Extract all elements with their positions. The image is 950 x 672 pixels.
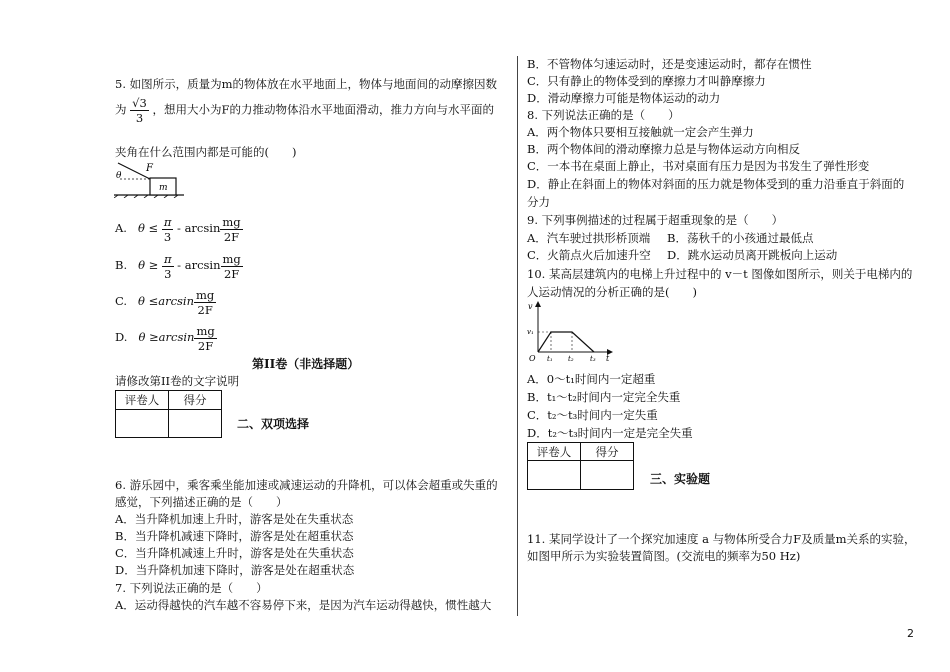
- option-arcsin: - arcsin: [177, 221, 221, 235]
- q8-option-a: A．两个物体只要相互接触就一定会产生弹力: [527, 125, 754, 139]
- fraction-denominator: 3: [135, 111, 144, 125]
- q8-option-c: C．一本书在桌面上静止，书对桌面有压力是因为书发生了弹性形变: [527, 159, 870, 173]
- angle-label: θ: [116, 171, 122, 181]
- q10-option-d: D．t₂～t₃时间内一定是完全失重: [527, 426, 693, 440]
- mg-over-2f-fraction: $\frac{mg}{2F}$: [196, 287, 215, 317]
- sqrt3-over-3-fraction: [130, 96, 149, 125]
- origin-label: O: [529, 354, 536, 362]
- score-table-part3: [527, 442, 634, 490]
- q5-option-d: [115, 322, 217, 353]
- pi-over-3-fraction: $\frac{\pi}{3}$: [163, 214, 172, 244]
- q10-line1: 10. 某高层建筑内的电梯上升过程中的 v－t 图像如图所示，则关于电梯内的: [527, 267, 913, 281]
- q10-option-b: B．t₁～t₂时间内一定完全失重: [527, 390, 681, 404]
- q5-line2: [115, 96, 494, 125]
- q10-option-a: A．0～t₁时间内一定超重: [527, 372, 656, 386]
- score-header: 得分: [169, 391, 222, 410]
- mg-over-2f-fraction: $\frac{mg}{2F}$: [222, 251, 241, 281]
- option-letter: B.: [115, 258, 128, 272]
- q8-option-d: D．静止在斜面上的物体对斜面的压力就是物体受到的重力沿垂直于斜面的: [527, 177, 905, 191]
- score-header: 得分: [581, 443, 634, 461]
- section-two-title: 二、双项选择: [237, 417, 310, 431]
- q6-option-b: B．当升降机减速下降时，游客是处在超重状态: [115, 529, 354, 543]
- option-relation: θ ≤: [137, 221, 159, 235]
- part2-note: 请修改第II卷的文字说明: [115, 374, 240, 388]
- section-three-title: 三、实验题: [650, 472, 711, 486]
- grader-cell[interactable]: [116, 410, 169, 438]
- force-label: F: [146, 163, 153, 174]
- q7-option-a: A．运动得越快的汽车越不容易停下来，是因为汽车运动得越快，惯性越大: [115, 598, 492, 612]
- t3-label: t₃: [590, 355, 596, 362]
- option-letter: D.: [115, 330, 128, 344]
- q7-option-c: C．只有静止的物体受到的摩擦力才叫静摩擦力: [527, 74, 766, 88]
- q7-option-d: D．滑动摩擦力可能是物体运动的动力: [527, 91, 721, 105]
- grader-cell[interactable]: [528, 461, 581, 490]
- q5-line2-suffix: ，想用大小为F的力推动物体沿水平地面滑动，推力方向与水平面的: [152, 102, 494, 117]
- q6-line1: 6. 游乐园中，乘客乘坐能加速或减速运动的升降机，可以体会超重或失重的: [115, 478, 498, 492]
- q8-option-d-cont: 分力: [527, 195, 550, 209]
- grader-header: 评卷人: [528, 443, 581, 461]
- q10-option-c: C．t₂～t₃时间内一定失重: [527, 408, 658, 422]
- t1-label: t₁: [547, 355, 553, 362]
- fraction-numerator: √3: [132, 96, 147, 110]
- grader-header: 评卷人: [116, 391, 169, 410]
- option-letter: A.: [115, 221, 127, 235]
- q5-option-c: [115, 286, 216, 317]
- q5-force-figure: [114, 160, 184, 198]
- vt-curve: [538, 332, 594, 352]
- option-relation: θ ≥arcsin: [138, 330, 195, 344]
- q5-line3: 夹角在什么范围内都是可能的( ): [115, 145, 297, 159]
- q10-line2: 人运动情况的分析正确的是( ): [527, 285, 697, 299]
- q7-option-b: B．不管物体匀速运动时，还是变速运动时，都存在惯性: [527, 57, 812, 71]
- q11-line1: 11. 某同学设计了一个探究加速度 a 与物体所受合力F及质量m关系的实验，: [527, 532, 916, 546]
- q5-option-b: [115, 250, 243, 281]
- pi-over-3-fraction: $\frac{\pi}{3}$: [163, 251, 172, 281]
- mass-label: m: [159, 183, 168, 193]
- t2-label: t₂: [568, 355, 574, 362]
- q6-option-c: C．当升降机减速上升时，游客是处在失重状态: [115, 546, 354, 560]
- q5-line2-prefix: 为: [115, 102, 127, 117]
- mg-over-2f-fraction: $\frac{mg}{2F}$: [196, 323, 215, 353]
- q6-option-d: D．当升降机加速下降时，游客是处在超重状态: [115, 563, 355, 577]
- q9-option-b: B．荡秋千的小孩通过最低点: [667, 231, 814, 245]
- q10-vt-graph: [524, 300, 614, 362]
- v1-label: v₁: [527, 328, 534, 336]
- score-cell[interactable]: [169, 410, 222, 438]
- part2-title: 第II卷（非选择题）: [252, 357, 360, 371]
- q9-line1: 9. 下列事例描述的过程属于超重现象的是（ ）: [527, 213, 784, 227]
- option-relation: θ ≥: [138, 258, 159, 272]
- mg-over-2f-fraction: $\frac{mg}{2F}$: [222, 214, 241, 244]
- option-letter: C.: [115, 294, 128, 308]
- t-axis-label: t: [606, 354, 610, 362]
- page-number: 2: [907, 627, 914, 640]
- q9-option-a: A．汽车驶过拱形桥顶端: [527, 231, 651, 245]
- q6-option-a: A．当升降机加速上升时，游客是处在失重状态: [115, 512, 354, 526]
- q5-line1: 5. 如图所示，质量为m的物体放在水平地面上，物体与地面间的动摩擦因数: [115, 77, 498, 91]
- option-arcsin: - arcsin: [177, 258, 221, 272]
- q8-line1: 8. 下列说法正确的是（ ）: [527, 108, 680, 122]
- q7-line1: 7. 下列说法正确的是（ ）: [115, 581, 268, 595]
- q8-option-b: B．两个物体间的滑动摩擦力总是与物体运动方向相反: [527, 142, 800, 156]
- q6-line2: 感觉，下列描述正确的是（ ）: [115, 495, 288, 509]
- q9-option-d: D．跳水运动员离开跳板向上运动: [667, 248, 838, 262]
- q9-option-c: C．火箭点火后加速升空: [527, 248, 651, 262]
- q11-line2: 如图甲所示为实验装置简图。(交流电的频率为50 Hz): [527, 549, 801, 563]
- column-divider: [517, 56, 518, 616]
- v-axis-label: v: [528, 302, 533, 311]
- q5-option-a: [115, 213, 243, 244]
- score-cell[interactable]: [581, 461, 634, 490]
- option-relation: θ ≤arcsin: [138, 294, 195, 308]
- score-table-part2: [115, 390, 222, 438]
